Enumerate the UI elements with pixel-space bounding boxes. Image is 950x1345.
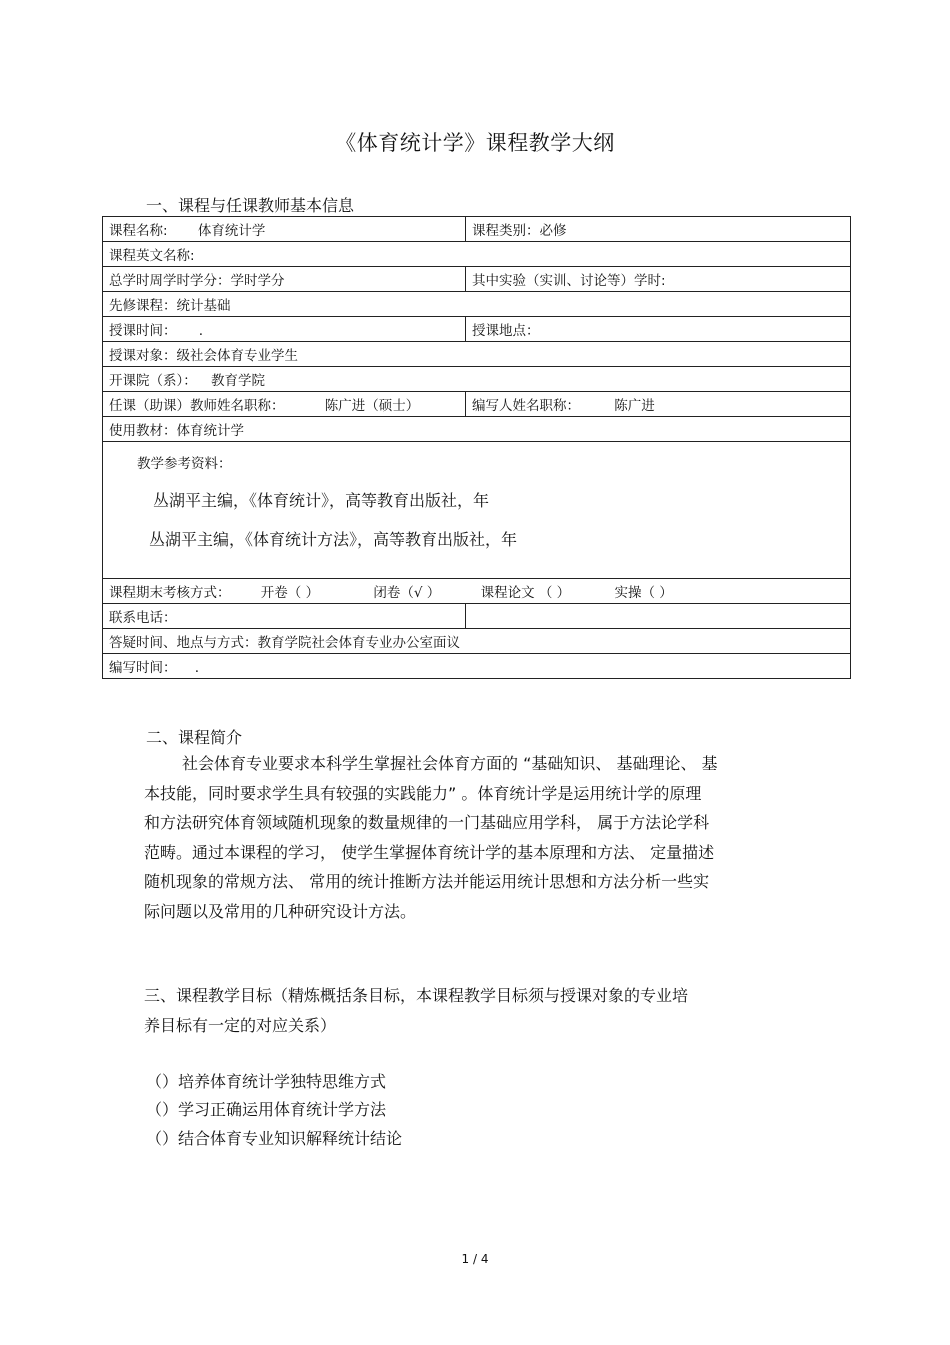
teacher-value: 陈广进（硕士） [324, 398, 420, 414]
course-intro-paragraph [144, 749, 814, 926]
teaching-time-cell [103, 317, 466, 342]
course-name-cell [103, 217, 466, 242]
section-3-heading-line: 养目标有一定的对应关系） [144, 1015, 337, 1035]
exam-practical: 实操（ ） [614, 585, 673, 601]
english-name-cell: 课程英文名称: [103, 242, 851, 267]
phone-cell: 联系电话： [103, 604, 466, 629]
author-label: 编写人姓名职称： [472, 398, 580, 414]
teaching-location-cell: 授课地点： [466, 317, 851, 342]
table-row [103, 579, 851, 604]
textbook-cell: 使用教材：体育统计学 [103, 417, 851, 442]
hours-credits-cell: 总学时周学时学分：学时学分 [103, 267, 466, 292]
teacher-label: 任课（助课）教师姓名职称： [109, 398, 285, 414]
teacher-cell [103, 392, 466, 417]
exam-open-book: 开卷（ ） [260, 585, 320, 601]
paragraph-line: 社会体育专业要求本科学生掌握社会体育方面的 “基础知识、 基础理论、 基 [182, 754, 718, 773]
table-row [103, 442, 851, 579]
goal-item: （）培养体育统计学独特思维方式 [146, 1072, 387, 1091]
table-row [103, 629, 851, 654]
write-time-label: 编写时间： [109, 660, 177, 676]
section-3-heading-line: 三、课程教学目标（精炼概括条目标，本课程教学目标须与授课对象的专业培 [144, 986, 689, 1005]
course-name-label: 课程名称: [109, 223, 168, 239]
paragraph-line: 和方法研究体育领域随机现象的数量规律的一门基础应用学科， 属于方法论学科 [144, 813, 710, 832]
table-row [103, 267, 851, 292]
goal-item: （）学习正确运用体育统计学方法 [146, 1100, 387, 1119]
section-1-heading: 一、课程与任课教师基本信息 [146, 196, 355, 215]
exam-method-cell [103, 579, 851, 604]
references-cell [103, 442, 851, 579]
write-time-value: . [194, 660, 200, 676]
table-row [103, 604, 851, 629]
course-type-cell: 课程类别：必修 [466, 217, 851, 242]
prerequisite-cell: 先修课程：统计基础 [103, 292, 851, 317]
paragraph-line: 际问题以及常用的几种研究设计方法。 [144, 901, 417, 921]
table-row [103, 367, 851, 392]
department-cell [103, 367, 851, 392]
reference-item: 丛湖平主编，《体育统计》，高等教育出版社，年 [153, 491, 490, 510]
table-row [103, 342, 851, 367]
phone-value-cell [466, 604, 851, 629]
audience-cell: 授课对象：级社会体育专业学生 [103, 342, 851, 367]
course-name-value: 体育统计学 [197, 223, 266, 239]
author-cell [466, 392, 851, 417]
exam-method-label: 课程期末考核方式： [109, 585, 231, 601]
lab-hours-cell: 其中实验（实训、讨论等）学时: [466, 267, 851, 292]
table-row [103, 317, 851, 342]
teaching-time-label: 授课时间： [109, 323, 177, 339]
reference-item: 丛湖平主编，《体育统计方法》，高等教育出版社，年 [149, 530, 518, 549]
paragraph-line: 本技能，同时要求学生具有较强的实践能力” 。体育统计学是运用统计学的原理 [144, 783, 702, 803]
section-3-heading [144, 981, 814, 1040]
section-2-heading: 二、课程简介 [146, 728, 243, 747]
write-time-cell [103, 654, 851, 679]
office-hours-cell: 答疑时间、地点与方式：教育学院社会体育专业办公室面议 [103, 629, 851, 654]
table-row [103, 417, 851, 442]
paragraph-line: 范畴。通过本课程的学习， 使学生掌握体育统计学的基本原理和方法、 定量描述 [144, 842, 715, 862]
table-row [103, 242, 851, 267]
goal-item: （）结合体育专业知识解释统计结论 [146, 1129, 403, 1148]
exam-closed-book: 闭卷（√ ） [373, 585, 441, 601]
table-row [103, 292, 851, 317]
author-value: 陈广进 [614, 398, 655, 414]
course-info-table [102, 216, 851, 679]
teaching-time-value: . [198, 323, 204, 339]
exam-course-paper: 课程论文 （ ） [480, 585, 571, 601]
paragraph-line: 随机现象的常规方法、 常用的统计推断方法并能运用统计思想和方法分析一些实 [144, 872, 710, 891]
table-row [103, 392, 851, 417]
department-value: 教育学院 [211, 373, 266, 389]
page-title: 《体育统计学》课程教学大纲 [335, 131, 615, 155]
department-label: 开课院（系）： [109, 373, 197, 389]
references-heading: 教学参考资料： [137, 456, 232, 472]
table-row [103, 217, 851, 242]
page-number: 1 / 4 [461, 1252, 489, 1266]
table-row [103, 654, 851, 679]
